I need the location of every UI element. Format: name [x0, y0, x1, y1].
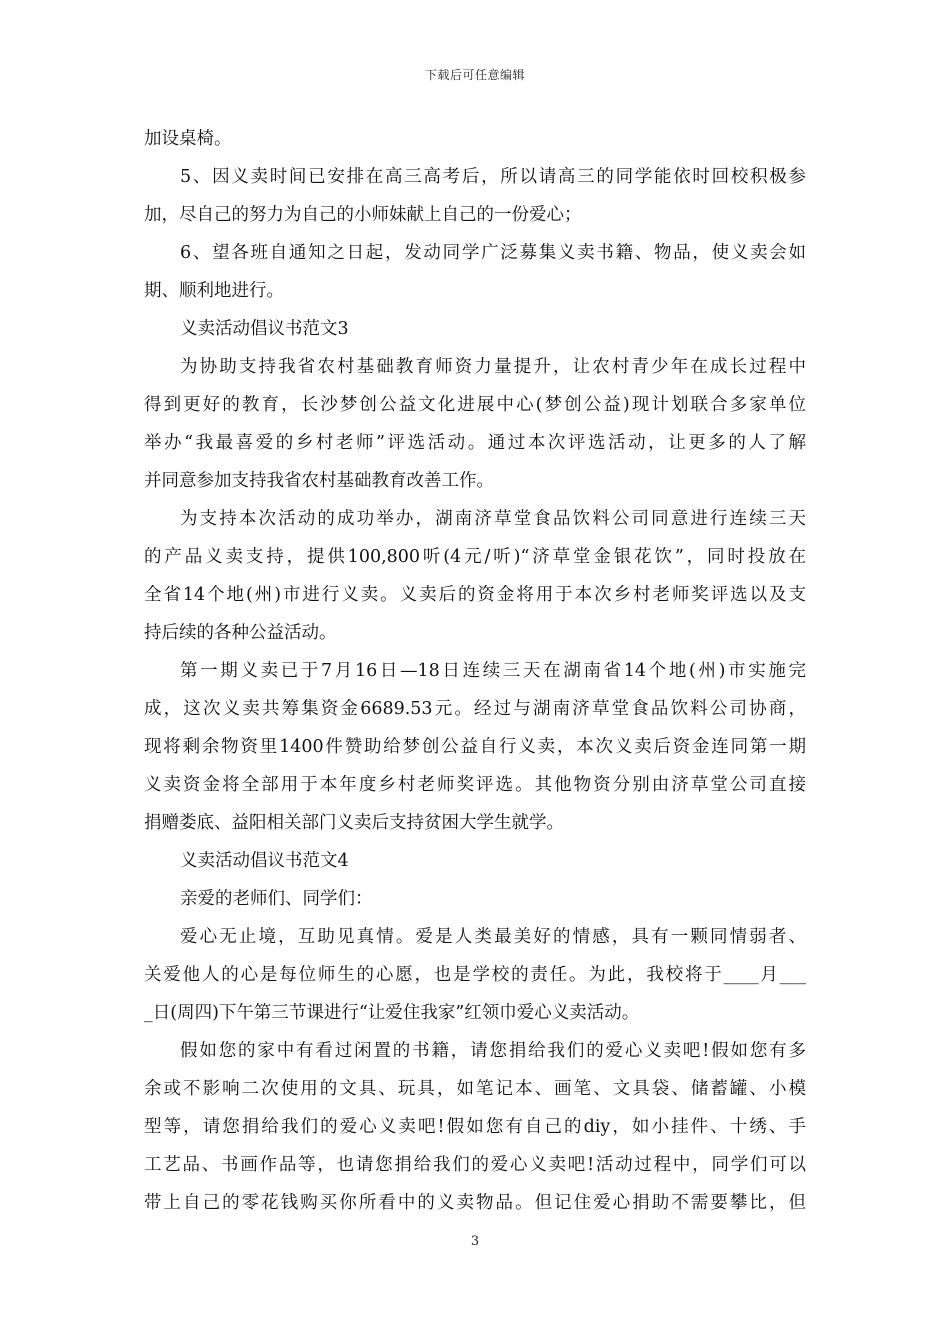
text-line: 捐赠娄底、益阳相关部门义卖后支持贫困大学生就学。 [144, 813, 564, 833]
text-line: 带上自己的零花钱购买你所看中的义卖物品。但记住爱心捐助不需要攀比，但 [144, 1193, 806, 1213]
text-line: 6、望各班自通知之日起，发动同学广泛募集义卖书籍、物品，使义卖会如 [180, 243, 806, 263]
text-line: 为支持本次活动的成功举办，湖南济草堂食品饮料公司同意进行连续三天 [180, 509, 806, 529]
text-line: 期、顺利地进行。 [144, 281, 284, 301]
text-line: 义卖活动倡议书范文4 [180, 851, 349, 871]
text-line: 加设桌椅。 [144, 129, 232, 149]
text-line: 关爱他人的心是每位师生的心愿，也是学校的责任。为此，我校将于____月___ [144, 965, 806, 985]
text-line: 成，这次义卖共筹集资金6689.53元。经过与湖南济草堂食品饮料公司协商， [144, 699, 806, 719]
text-line: 为协助支持我省农村基础教育师资力量提升，让农村青少年在成长过程中 [180, 357, 806, 377]
text-line: 余或不影响二次使用的文具、玩具，如笔记本、画笔、文具袋、储蓄罐、小模 [144, 1079, 806, 1099]
text-line: _日(周四)下午第三节课进行“让爱住我家”红领巾爱心义卖活动。 [144, 1003, 640, 1023]
document-body [144, 120, 806, 1222]
text-line: 义卖资金将全部用于本年度乡村老师奖评选。其他物资分别由济草堂公司直接 [144, 775, 806, 795]
text-line: 全省14个地(州)市进行义卖。义卖后的资金将用于本次乡村老师奖评选以及支 [144, 585, 806, 605]
text-line: 工艺品、书画作品等，也请您捐给我们的爱心义卖吧!活动过程中，同学们可以 [144, 1155, 806, 1175]
text-line: 得到更好的教育，长沙梦创公益文化进展中心(梦创公益)现计划联合多家单位 [144, 395, 806, 415]
text-line: 现将剩余物资里1400件赞助给梦创公益自行义卖，本次义卖后资金连同第一期 [144, 737, 806, 757]
text-line: 持后续的各种公益活动。 [144, 623, 337, 643]
page-number: 3 [470, 1234, 480, 1249]
text-line: 第一期义卖已于7月16日—18日连续三天在湖南省14个地(州)市实施完 [180, 661, 806, 681]
page-header: 下载后可任意编辑 [424, 68, 525, 82]
text-line: 型等，请您捐给我们的爱心义卖吧!假如您有自己的diy，如小挂件、十绣、手 [144, 1117, 806, 1137]
text-line: 亲爱的老师们、同学们： [180, 889, 373, 909]
text-line: 爱心无止境，互助见真情。爱是人类最美好的情感，具有一颗同情弱者、 [180, 927, 806, 947]
text-line: 5、因义卖时间已安排在高三高考后，所以请高三的同学能依时回校积极参 [180, 167, 806, 187]
text-line: 加，尽自己的努力为自己的小师妹献上自己的一份爱心； [144, 205, 582, 225]
text-line: 假如您的家中有看过闲置的书籍，请您捐给我们的爱心义卖吧!假如您有多 [180, 1041, 806, 1061]
text-line: 的产品义卖支持，提供100,800听(4元/听)“济草堂金银花饮”，同时投放在 [144, 547, 806, 567]
text-line: 义卖活动倡议书范文3 [180, 319, 349, 339]
text-line: 举办“我最喜爱的乡村老师”评选活动。通过本次评选活动，让更多的人了解 [144, 433, 806, 453]
text-line: 并同意参加支持我省农村基础教育改善工作。 [144, 471, 494, 491]
